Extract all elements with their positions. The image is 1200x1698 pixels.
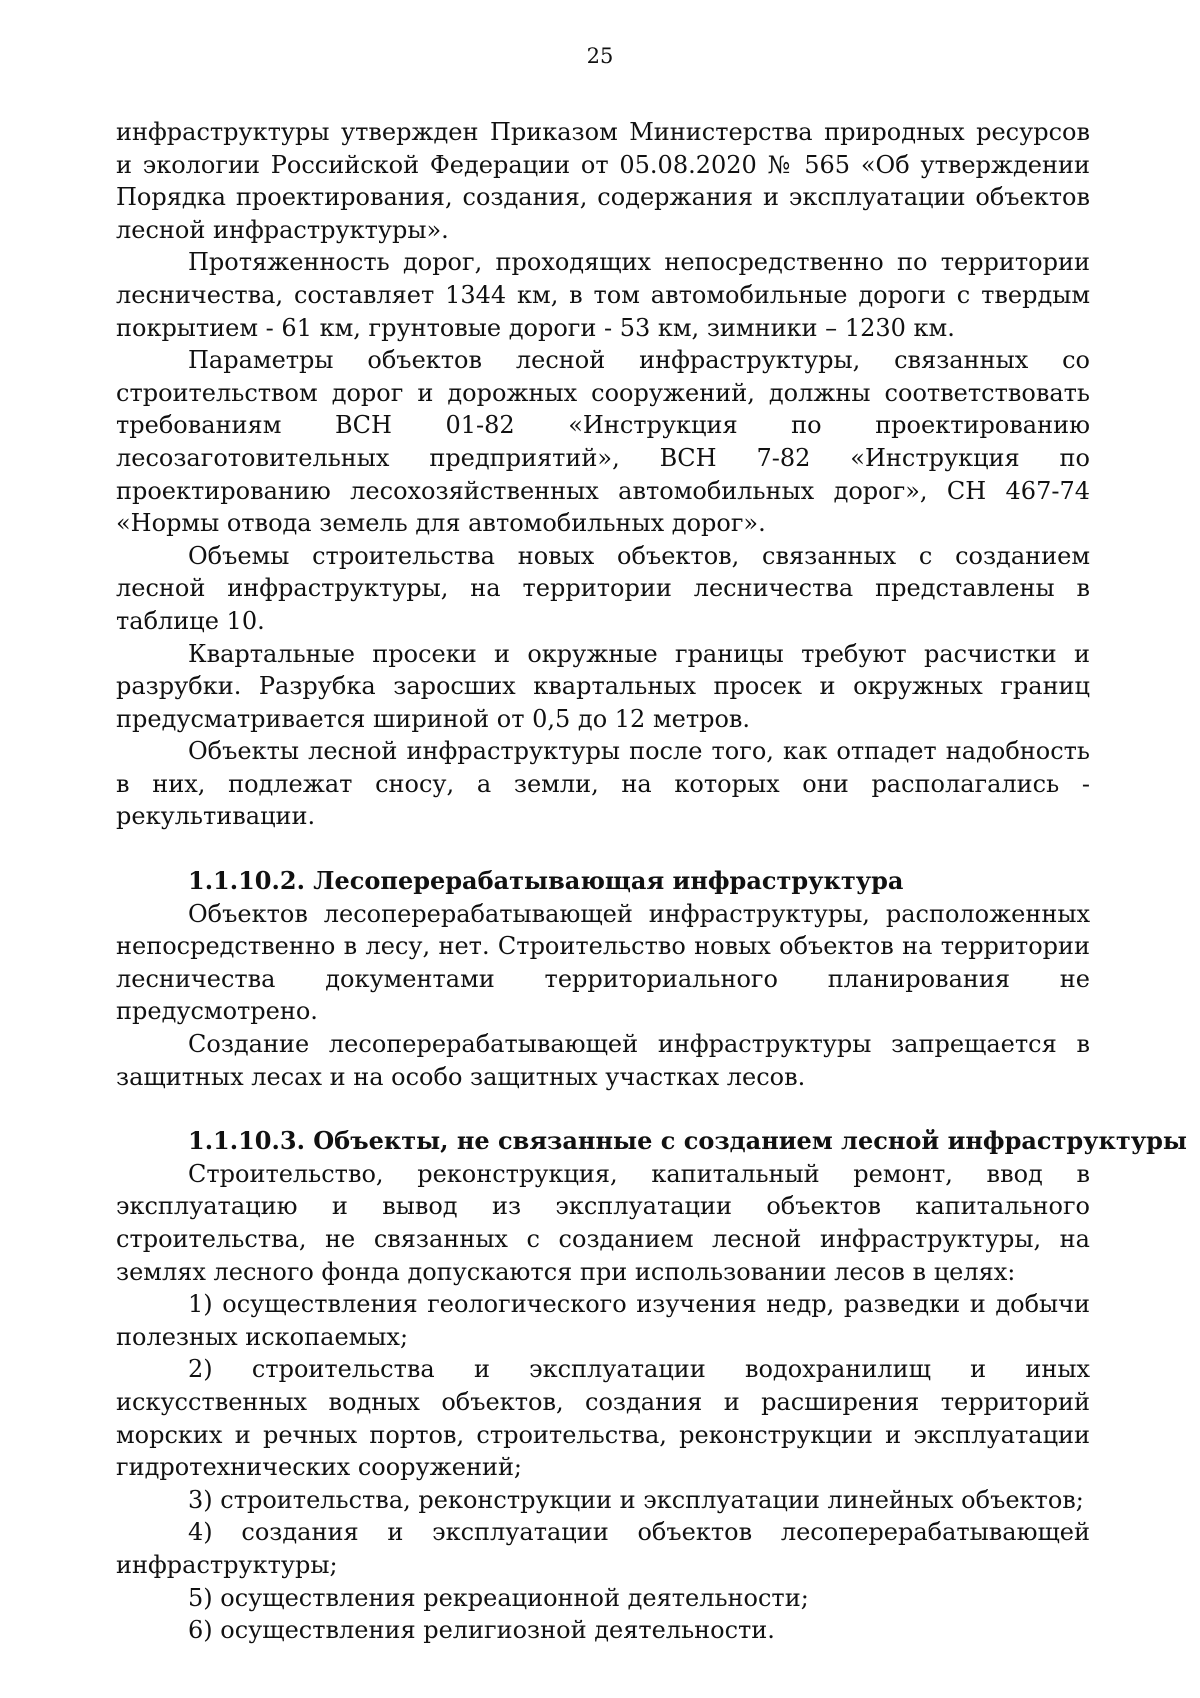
paragraph: Объемы строительства новых объектов, связанных с созданием лесной инфраструктуры, на территории лесничества представлены в таблице 10. bbox=[116, 541, 1090, 635]
paragraph: 3) строительства, реконструкции и эксплуатации линейных объектов; bbox=[188, 1485, 1084, 1514]
page-number: 25 bbox=[586, 44, 614, 68]
paragraph: Параметры объектов лесной инфраструктуры, связанных со строительством дорог и дорожных сооружений, должны соответствовать требованиям ВСН 01-82 «Инструкция по проектированию лесозаготовительных предприятий», ВСН 7-82 «Инструкция по проектированию лесохозяйственных автомобильных дорог», СН 467-74 «Нормы отвода земель для автомобильных дорог». bbox=[116, 346, 1090, 538]
paragraph: 4) создания и эксплуатации объектов лесоперерабатывающей инфраструктуры; bbox=[116, 1518, 1090, 1579]
section-heading: 1.1.10.3. Объекты, не связанные с созданием лесной инфраструктуры bbox=[188, 1126, 1187, 1156]
paragraph: Протяженность дорог, проходящих непосредственно по территории лесничества, составляет 1344 км, в том автомобильные дороги с твердым покрытием - 61 км, грунтовые дороги - 53 км, зимники – 1230 км. bbox=[116, 248, 1090, 342]
paragraph: 2) строительства и эксплуатации водохранилищ и иных искусственных водных объектов, создания и расширения территорий морских и речных портов, строительства, реконструкции и эксплуатации гидротехнических сооружений; bbox=[116, 1355, 1090, 1482]
section-spacer bbox=[116, 833, 1090, 865]
section-heading: 1.1.10.2. Лесоперерабатывающая инфраструктура bbox=[188, 866, 904, 896]
paragraph: Объектов лесоперерабатывающей инфраструктуры, расположенных непосредственно в лесу, нет. Строительство новых объектов на территории лесничества документами территориального планирования не предусмотрено. bbox=[116, 899, 1090, 1026]
section-spacer bbox=[116, 1093, 1090, 1125]
paragraph: инфраструктуры утвержден Приказом Министерства природных ресурсов и экологии Российской Федерации от 05.08.2020 № 565 «Об утверждении Порядка проектирования, создания, содержания и эксплуатации объектов лесной инфраструктуры». bbox=[116, 118, 1090, 244]
paragraph: 5) осуществления рекреационной деятельности; bbox=[188, 1583, 809, 1612]
paragraph: Квартальные просеки и окружные границы требуют расчистки и разрубки. Разрубка заросших квартальных просек и окружных границ предусматривается шириной от 0,5 до 12 метров. bbox=[116, 639, 1090, 733]
paragraph: Строительство, реконструкция, капитальный ремонт, ввод в эксплуатацию и вывод из эксплуатации объектов капитального строительства, не связанных с созданием лесной инфраструктуры, на землях лесного фонда допускаются при использовании лесов в целях: bbox=[116, 1159, 1090, 1286]
paragraph: Объекты лесной инфраструктуры после того, как отпадет надобность в них, подлежат сносу, а земли, на которых они располагались - рекультивации. bbox=[116, 737, 1090, 831]
paragraph: 1) осуществления геологического изучения недр, разведки и добычи полезных ископаемых; bbox=[116, 1290, 1090, 1351]
paragraph: 6) осуществления религиозной деятельности. bbox=[188, 1616, 775, 1645]
paragraph: Создание лесоперерабатывающей инфраструктуры запрещается в защитных лесах и на особо защитных участках лесов. bbox=[116, 1030, 1090, 1091]
document-body bbox=[116, 116, 1187, 1647]
